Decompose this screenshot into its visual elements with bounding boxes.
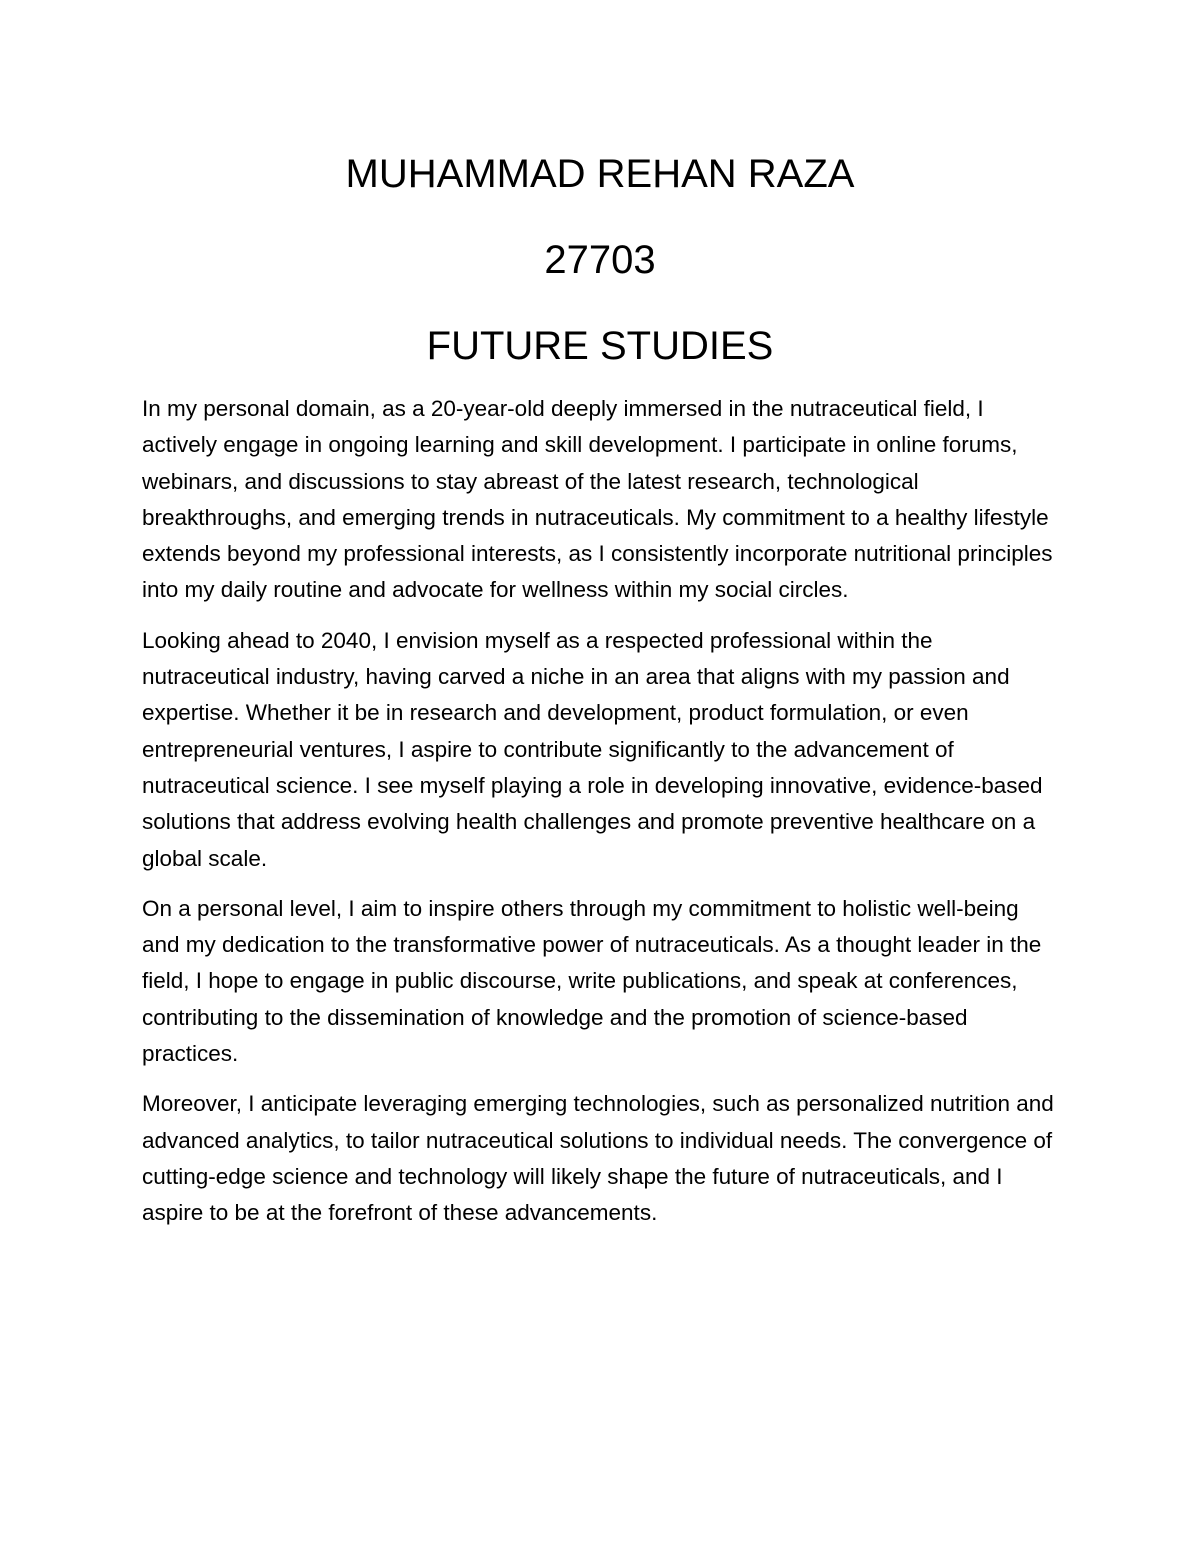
- document-body: [142, 391, 1057, 1246]
- paragraph-looking-ahead: Looking ahead to 2040, I envision myself as a respected professional within the nutraceutical industry, having carved a niche in an area that aligns with my passion and expertise. Whether it be in research and development, product formulation, or even entrepreneurial ventures, I aspire to contribute significantly to the advancement of nutraceutical science. I see myself playing a role in developing innovative, evidence-based solutions that address evolving health challenges and promote preventive healthcare on a global scale.: [142, 627, 1043, 871]
- author-name: MUHAMMAD REHAN RAZA: [345, 152, 855, 196]
- paragraph-personal-domain: In my personal domain, as a 20-year-old deeply immersed in the nutraceutical field, I actively engage in ongoing learning and skill development. I participate in online forums, webinars, and discussions to stay abreast of the latest research, technological breakthroughs, and emerging trends in nutraceuticals. My commitment to a healthy lifestyle extends beyond my professional interests, as I consistently incorporate nutritional principles into my daily routine and advocate for wellness within my social circles.: [142, 396, 1053, 603]
- student-id: 27703: [544, 238, 656, 282]
- document-title: FUTURE STUDIES: [426, 324, 774, 368]
- paragraph-personal-level: On a personal level, I aim to inspire others through my commitment to holistic well-being and my dedication to the transformative power of nutraceuticals. As a thought leader in the field, I hope to engage in public discourse, write publications, and speak at conferences, contributing to the dissemination of knowledge and the promotion of science-based practices.: [142, 895, 1042, 1067]
- document-header: [0, 148, 1200, 406]
- paragraph-emerging-technologies: Moreover, I anticipate leveraging emerging technologies, such as personalized nutrition and advanced analytics, to tailor nutraceutical solutions to individual needs. The convergence of cutting-edge science and technology will likely shape the future of nutraceuticals, and I aspire to be at the forefront of these advancements.: [142, 1091, 1054, 1226]
